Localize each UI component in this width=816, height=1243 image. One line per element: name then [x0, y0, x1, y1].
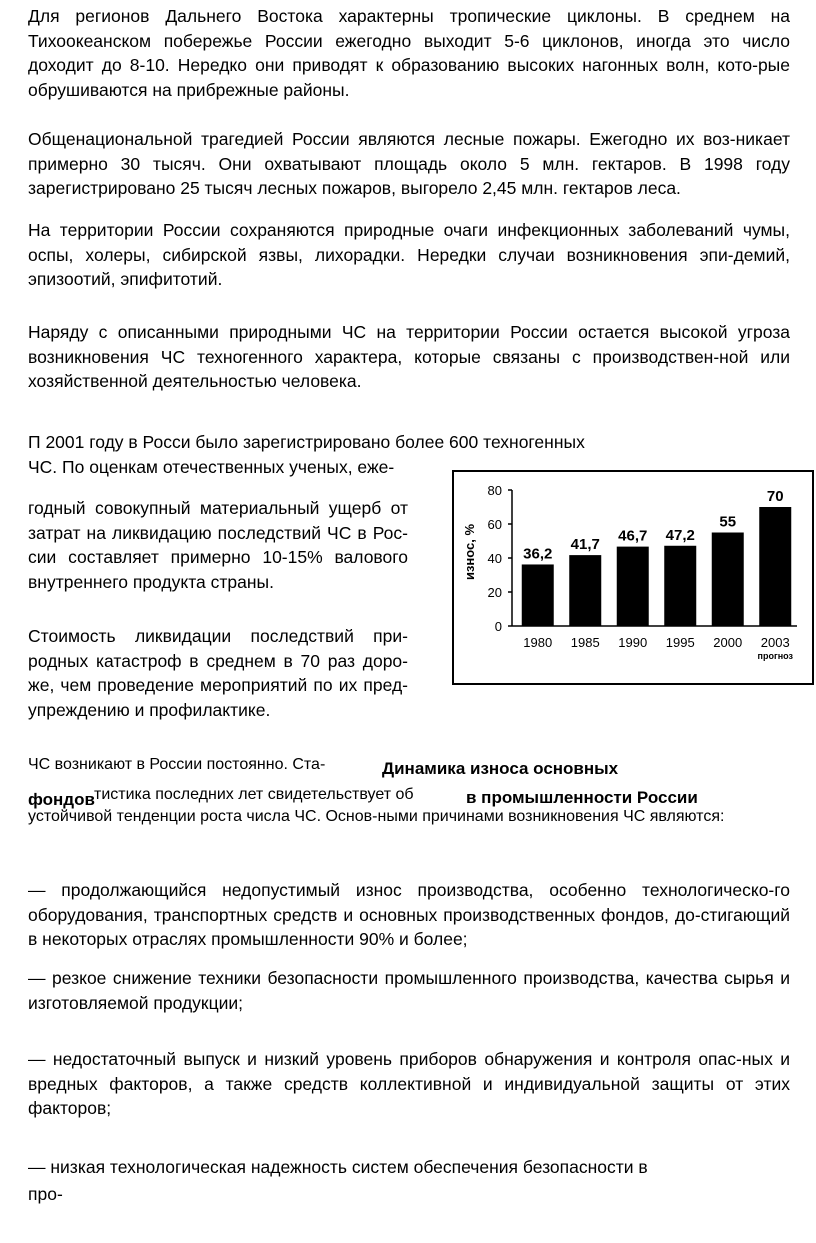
chart-bar	[522, 564, 554, 626]
chart-y-tick-label: 60	[487, 517, 502, 532]
chart-y-tick-label: 80	[487, 483, 502, 498]
paragraph-stats-line2: тистика последних лет свидетельствует об	[94, 786, 414, 803]
chart-caption-line1-cont: фондов	[28, 790, 95, 809]
chart-y-tick-label: 0	[494, 619, 502, 634]
paragraph-2001-line1: П 2001 году в Росси было зарегистрировано более 600 техногенных	[28, 432, 585, 452]
paragraph-damage: годный совокупный материальный ущерб от затрат на ликвидацию последствий ЧС в Рос-сии составляет примерно 10-15% валового внутреннего продукта страны.	[28, 498, 408, 592]
list-item-detection: — недостаточный выпуск и низкий уровень приборов обнаружения и контроля опас-ных и вредных факторов, а также средств коллективной и индивидуальной защиты от этих факторов;	[28, 1049, 790, 1118]
chart-bar-value-label: 46,7	[618, 527, 648, 545]
list-item-safety: — резкое снижение техники безопасности промышленного производства, качества сырья и изготовляемой продукции;	[28, 968, 790, 1013]
chart-caption-line1: Динамика износа основных	[382, 759, 619, 778]
chart-bar	[569, 555, 601, 626]
paragraph-forest-fires: Общенациональной трагедией России являются лесные пожары. Ежегодно их воз-никает примерно 30 тысяч. Они охватывают площадь около 5 млн. гектаров. В 1998 году зарегистрировано 25 тысяч лесных пожаров, выгорело 2,45 млн. гектаров леса.	[28, 129, 790, 198]
chart-bar-value-label: 41,7	[570, 536, 600, 554]
chart-bar-value-label: 36,2	[523, 545, 553, 563]
chart-category-note: прогноз	[757, 651, 793, 661]
chart-y-tick-label: 20	[487, 585, 502, 600]
chart-y-tick-label: 40	[487, 551, 502, 566]
paragraph-technogenic: Наряду с описанными природными ЧС на территории России остается высокой угроза возникновения ЧС техногенного характера, которые связаны с производствен-ной или хозяйственной деятельностью человека.	[28, 322, 790, 391]
chart-category-label: 1985	[570, 635, 600, 650]
chart-bar	[617, 547, 649, 626]
chart-bar-value-label: 47,2	[665, 526, 695, 544]
paragraph-cost: Стоимость ликвидации последствий при-родных катастроф в среднем в 70 раз доро-же, чем проведение мероприятий по их пред-упреждению и профилактике.	[28, 626, 408, 720]
chart-category-label: 1980	[523, 635, 553, 650]
paragraph-stats-rest: устойчивой тенденции роста числа ЧС. Основ-ными причинами возникновения ЧС являются:	[28, 808, 725, 825]
chart-bar-value-label: 70	[766, 488, 784, 505]
chart-category-label: 2003	[760, 635, 790, 650]
chart-category-label: 2000	[713, 635, 743, 650]
list-item-wear: — продолжающийся недопустимый износ производства, особенно технологическо-го оборудования, транспортных средств и основных производственных фондов, до-стигающий в некоторых отраслях промышленности 90% и более;	[28, 880, 790, 949]
chart-category-label: 1995	[665, 635, 695, 650]
paragraph-cyclones: Для регионов Дальнего Востока характерны тропические циклоны. В среднем на Тихоокеанском побережье России ежегодно выходит 5-6 циклонов, иногда это число доходит до 8-10. Нередко они приводят к образованию высоких нагонных волн, кото-рые обрушиваются на прибрежные районы.	[28, 6, 790, 100]
chart-bar	[759, 507, 791, 626]
chart-ylabel: износ, %	[462, 523, 477, 581]
chart-wear	[452, 470, 814, 685]
paragraph-epidemics: На территории России сохраняются природные очаги инфекционных заболеваний чумы, оспы, холеры, сибирской язвы, лихорадки. Нередки случаи возникновения эпи-демий, эпизоотий, эпифитотий.	[28, 220, 790, 289]
paragraph-2001-line2: ЧС. По оценкам отечественных ученых, еже-	[28, 457, 395, 477]
chart-bar	[712, 533, 744, 627]
list-item-reliability-line1: — низкая технологическая надежность систем обеспечения безопасности в	[28, 1157, 648, 1177]
chart-caption-line2: в промышленности России	[466, 788, 698, 807]
chart-bar-value-label: 55	[719, 513, 737, 531]
paragraph-stats-line1: ЧС возникают в России постоянно. Ста-	[28, 756, 326, 773]
chart-bar	[664, 546, 696, 626]
list-item-reliability-line2: про-	[28, 1184, 63, 1204]
chart-category-label: 1990	[618, 635, 648, 650]
